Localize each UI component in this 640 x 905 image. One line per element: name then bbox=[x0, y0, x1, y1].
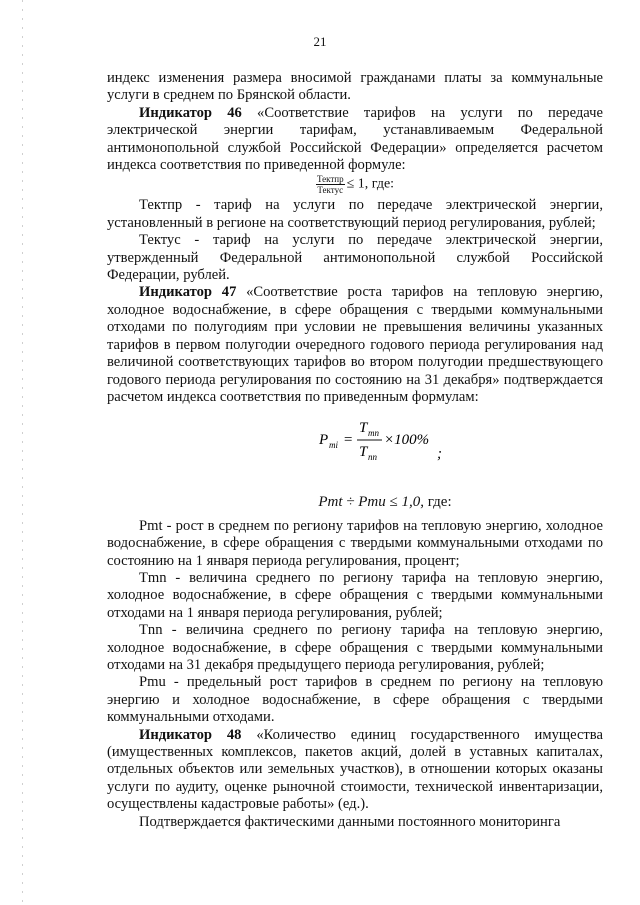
paragraph-pmt-def: Pmt - рост в среднем по региону тарифов на тепловую энергию, холодное водоснабжение, в сфере обращения с твердыми коммунальными отходами по состоянию на 1 января периода регулирования, процент; bbox=[107, 517, 603, 569]
indicator-48-label: Индикатор 48 bbox=[139, 726, 242, 743]
indicator-46-text: «Соответствие тарифов на услуги по передаче электрической энергии тарифам, устанавливаемым Федеральной антимонопольной службой Российской Федерации» определяется расчетом индекса соответствия по приведенной формуле: bbox=[107, 104, 604, 174]
formula-growth-index bbox=[107, 406, 603, 476]
formula-tariff-ratio bbox=[107, 174, 603, 195]
paragraph-tektus-def: Тектус - тариф на услуги по передаче электрической энергии, утвержденный Федеральной антимонопольной службой Российской Федерации, рублей. bbox=[107, 232, 603, 284]
formula-ratio-expression: Pmt ÷ Pmu ≤ 1,0 bbox=[318, 494, 421, 511]
paragraph-1: индекс изменения размера вносимой гражданами платы за коммунальные услуги в среднем по Брянской области. bbox=[107, 70, 603, 104]
paragraph-pmu-def: Pmu - предельный рост тарифов в среднем по региону на тепловую энергию и холодное водоснабжение, в сфере обращения с твердыми коммунальными отходами. bbox=[107, 674, 603, 726]
indicator-47-label: Индикатор 47 bbox=[139, 284, 237, 301]
formula-denominator: Тектус bbox=[317, 185, 344, 196]
indicator-47-text: «Соответствие роста тарифов на тепловую энергию, холодное водоснабжение, в сфере обращения с твердыми коммунальными отходами по полугодиям при условии не превышения величины указанных тарифов в первом полугодии очередного годового периода регулирования над величиной соответствующих тарифов во втором полугодии предшествующего годового периода регулирования по состоянию на 31 декабря» подтверждается расчетом индекса соответствия по приведенным формулам: bbox=[107, 284, 603, 405]
formula-growth-index-svg bbox=[107, 406, 603, 476]
indicator-46-label: Индикатор 46 bbox=[139, 104, 242, 121]
binding-margin-marks bbox=[22, 0, 23, 905]
formula-denominator-sub: nn bbox=[368, 452, 377, 463]
paragraph-tnn-def: Tnn - величина среднего по региону тарифа на тепловую энергию, холодное водоснабжение, в сфере обращения с твердыми коммунальными отходами на 31 декабря предыдущего периода регулирования, рублей; bbox=[107, 622, 603, 673]
formula-numerator-sub: mn bbox=[368, 428, 379, 439]
formula-multiplier: ×100% bbox=[384, 432, 430, 449]
paragraph-indicator-47 bbox=[107, 284, 603, 406]
paragraph-tmn-def: Tmn - величина среднего по региону тарифа на тепловую энергию, холодное водоснабжение, в сфере обращения с твердыми коммунальными отходами на 1 января периода регулирования, рублей; bbox=[107, 569, 603, 621]
paragraph-indicator-46 bbox=[107, 105, 603, 175]
formula-semicolon: ; bbox=[437, 446, 442, 463]
paragraph-indicator-48 bbox=[107, 727, 603, 814]
formula-denominator-t: T bbox=[359, 444, 368, 461]
formula-equals: = bbox=[343, 432, 354, 449]
formula-ratio-tail: , где: bbox=[420, 494, 452, 511]
indicator-48-text: «Количество единиц государственного имущества (имущественных комплексов, пакетов акций, долей в уставных капиталах, отдельных объектов или земельных участков), в отношении которых оказаны услуги по аудиту, оценке рыночной стоимости, технической инвентаризации, осуществлены кадастровые работы» (ед.). bbox=[107, 726, 603, 813]
formula-numerator-t: T bbox=[359, 420, 368, 437]
formula-condition: ≤ 1, где: bbox=[346, 177, 395, 193]
formula-lhs-sub: mi bbox=[329, 440, 338, 451]
paragraph-tektpr-def: Тектпр - тариф на услуги по передаче электрической энергии, установленный в регионе на соответствующий период регулирования, рублей; bbox=[107, 197, 603, 231]
formula-fraction bbox=[316, 174, 345, 195]
page-number: 21 bbox=[313, 34, 327, 49]
formula-ratio-condition bbox=[167, 494, 603, 511]
paragraph-confirmation: Подтверждается фактическими данными постоянного мониторинга bbox=[139, 813, 561, 830]
document-body bbox=[107, 70, 603, 831]
formula-lhs: P bbox=[319, 432, 329, 449]
formula-numerator: Тектпр bbox=[316, 174, 344, 185]
